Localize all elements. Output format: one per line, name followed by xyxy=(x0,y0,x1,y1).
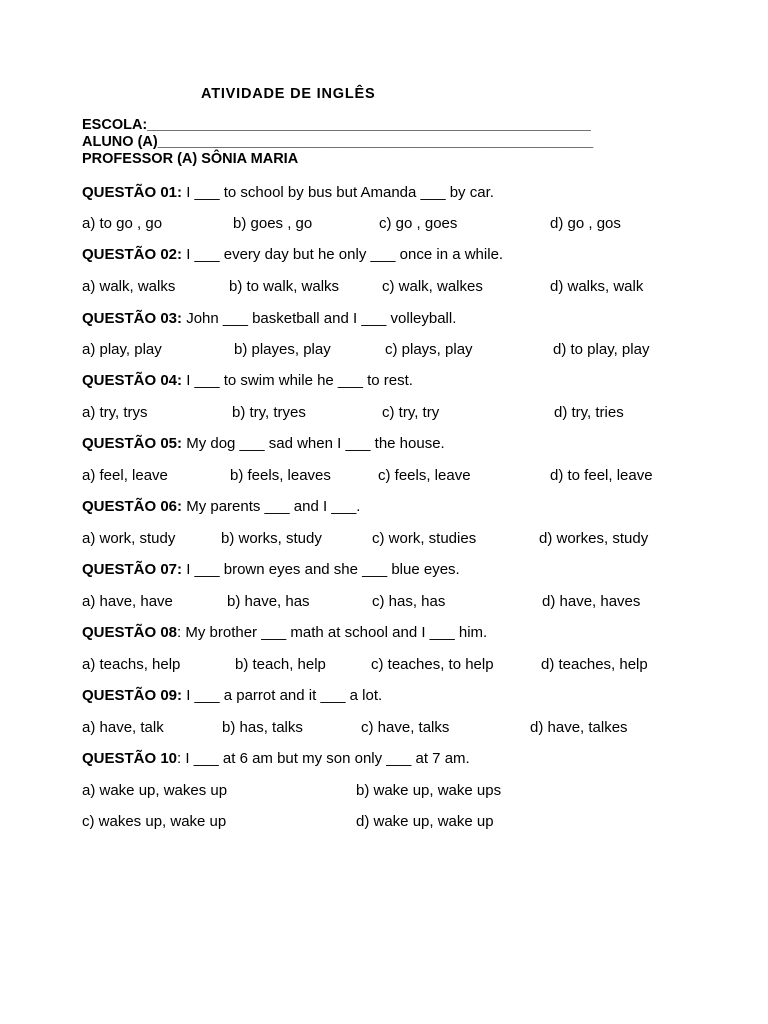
question-07-options xyxy=(0,593,768,613)
question-label: QUESTÃO 02: xyxy=(82,246,183,263)
option-d: d) to play, play xyxy=(553,341,650,358)
option-c: c) wakes up, wake up xyxy=(82,813,227,830)
question-text: I ___ every day but he only ___ once in a while. xyxy=(182,246,504,263)
option-d: d) walks, walk xyxy=(550,278,644,295)
option-d: d) to feel, leave xyxy=(550,467,653,484)
question-01-options xyxy=(0,215,768,235)
option-c: c) go , goes xyxy=(379,215,458,232)
question-label: QUESTÃO 08 xyxy=(82,624,178,641)
question-06 xyxy=(82,498,360,515)
question-label: QUESTÃO 01: xyxy=(82,184,183,201)
question-label: QUESTÃO 07: xyxy=(82,561,183,578)
question-10-options-row1 xyxy=(0,782,768,802)
question-03 xyxy=(82,310,456,327)
question-03-options xyxy=(0,341,768,361)
option-a: a) try, trys xyxy=(82,404,148,421)
teacher-field: PROFESSOR (A) SÔNIA MARIA xyxy=(82,151,299,167)
option-c: c) plays, play xyxy=(385,341,473,358)
option-b: b) to walk, walks xyxy=(229,278,340,295)
question-label: QUESTÃO 04: xyxy=(82,372,183,389)
question-text: John ___ basketball and I ___ volleyball. xyxy=(182,310,457,327)
option-a: a) work, study xyxy=(82,530,176,547)
question-label: QUESTÃO 10 xyxy=(82,750,178,767)
question-text: I ___ a parrot and it ___ a lot. xyxy=(182,687,383,704)
option-b: b) feels, leaves xyxy=(230,467,331,484)
option-c: c) teaches, to help xyxy=(371,656,494,673)
question-text: : I ___ at 6 am but my son only ___ at 7 am. xyxy=(177,750,470,767)
option-a: a) feel, leave xyxy=(82,467,168,484)
question-text: : My brother ___ math at school and I ___ him. xyxy=(177,624,488,641)
question-text: I ___ brown eyes and she ___ blue eyes. xyxy=(182,561,460,578)
option-d: d) wake up, wake up xyxy=(356,813,494,830)
option-d: d) try, tries xyxy=(554,404,624,421)
option-d: d) teaches, help xyxy=(541,656,648,673)
question-08-options xyxy=(0,656,768,676)
option-b: b) have, has xyxy=(227,593,310,610)
question-label: QUESTÃO 06: xyxy=(82,498,183,515)
option-b: b) has, talks xyxy=(222,719,303,736)
student-field: ALUNO (A)______________________________________________________ xyxy=(82,134,594,150)
option-d: d) have, talkes xyxy=(530,719,628,736)
question-text: My dog ___ sad when I ___ the house. xyxy=(182,435,445,452)
option-a: a) play, play xyxy=(82,341,162,358)
option-d: d) workes, study xyxy=(539,530,649,547)
question-09 xyxy=(82,687,382,704)
question-04 xyxy=(82,372,413,389)
option-c: c) has, has xyxy=(372,593,446,610)
question-07 xyxy=(82,561,460,578)
question-04-options xyxy=(0,404,768,424)
question-text: I ___ to swim while he ___ to rest. xyxy=(182,372,413,389)
option-a: a) walk, walks xyxy=(82,278,176,295)
question-06-options xyxy=(0,530,768,550)
question-text: My parents ___ and I ___. xyxy=(182,498,361,515)
option-a: a) wake up, wakes up xyxy=(82,782,228,799)
question-label: QUESTÃO 09: xyxy=(82,687,183,704)
option-d: d) go , gos xyxy=(550,215,621,232)
question-09-options xyxy=(0,719,768,739)
option-c: c) feels, leave xyxy=(378,467,471,484)
option-c: c) have, talks xyxy=(361,719,450,736)
question-label: QUESTÃO 03: xyxy=(82,310,183,327)
question-text: I ___ to school by bus but Amanda ___ by car. xyxy=(182,184,494,201)
option-b: b) wake up, wake ups xyxy=(356,782,502,799)
option-a: a) have, talk xyxy=(82,719,164,736)
option-a: a) teachs, help xyxy=(82,656,181,673)
option-b: b) try, tryes xyxy=(232,404,306,421)
question-label: QUESTÃO 05: xyxy=(82,435,183,452)
option-b: b) works, study xyxy=(221,530,322,547)
question-10-options-row2 xyxy=(0,813,768,833)
question-05-options xyxy=(0,467,768,487)
school-field: ESCOLA:_______________________________________________________ xyxy=(82,117,591,133)
question-10 xyxy=(82,750,470,767)
question-05 xyxy=(82,435,445,452)
option-a: a) to go , go xyxy=(82,215,163,232)
question-02 xyxy=(82,246,503,263)
question-08 xyxy=(82,624,487,641)
question-02-options xyxy=(0,278,768,298)
option-b: b) goes , go xyxy=(233,215,313,232)
option-c: c) work, studies xyxy=(372,530,477,547)
option-b: b) playes, play xyxy=(234,341,331,358)
option-c: c) walk, walkes xyxy=(382,278,483,295)
option-a: a) have, have xyxy=(82,593,173,610)
question-01 xyxy=(82,184,494,201)
option-c: c) try, try xyxy=(382,404,440,421)
option-d: d) have, haves xyxy=(542,593,641,610)
option-b: b) teach, help xyxy=(235,656,326,673)
page-title: ATIVIDADE DE INGLÊS xyxy=(201,86,376,102)
